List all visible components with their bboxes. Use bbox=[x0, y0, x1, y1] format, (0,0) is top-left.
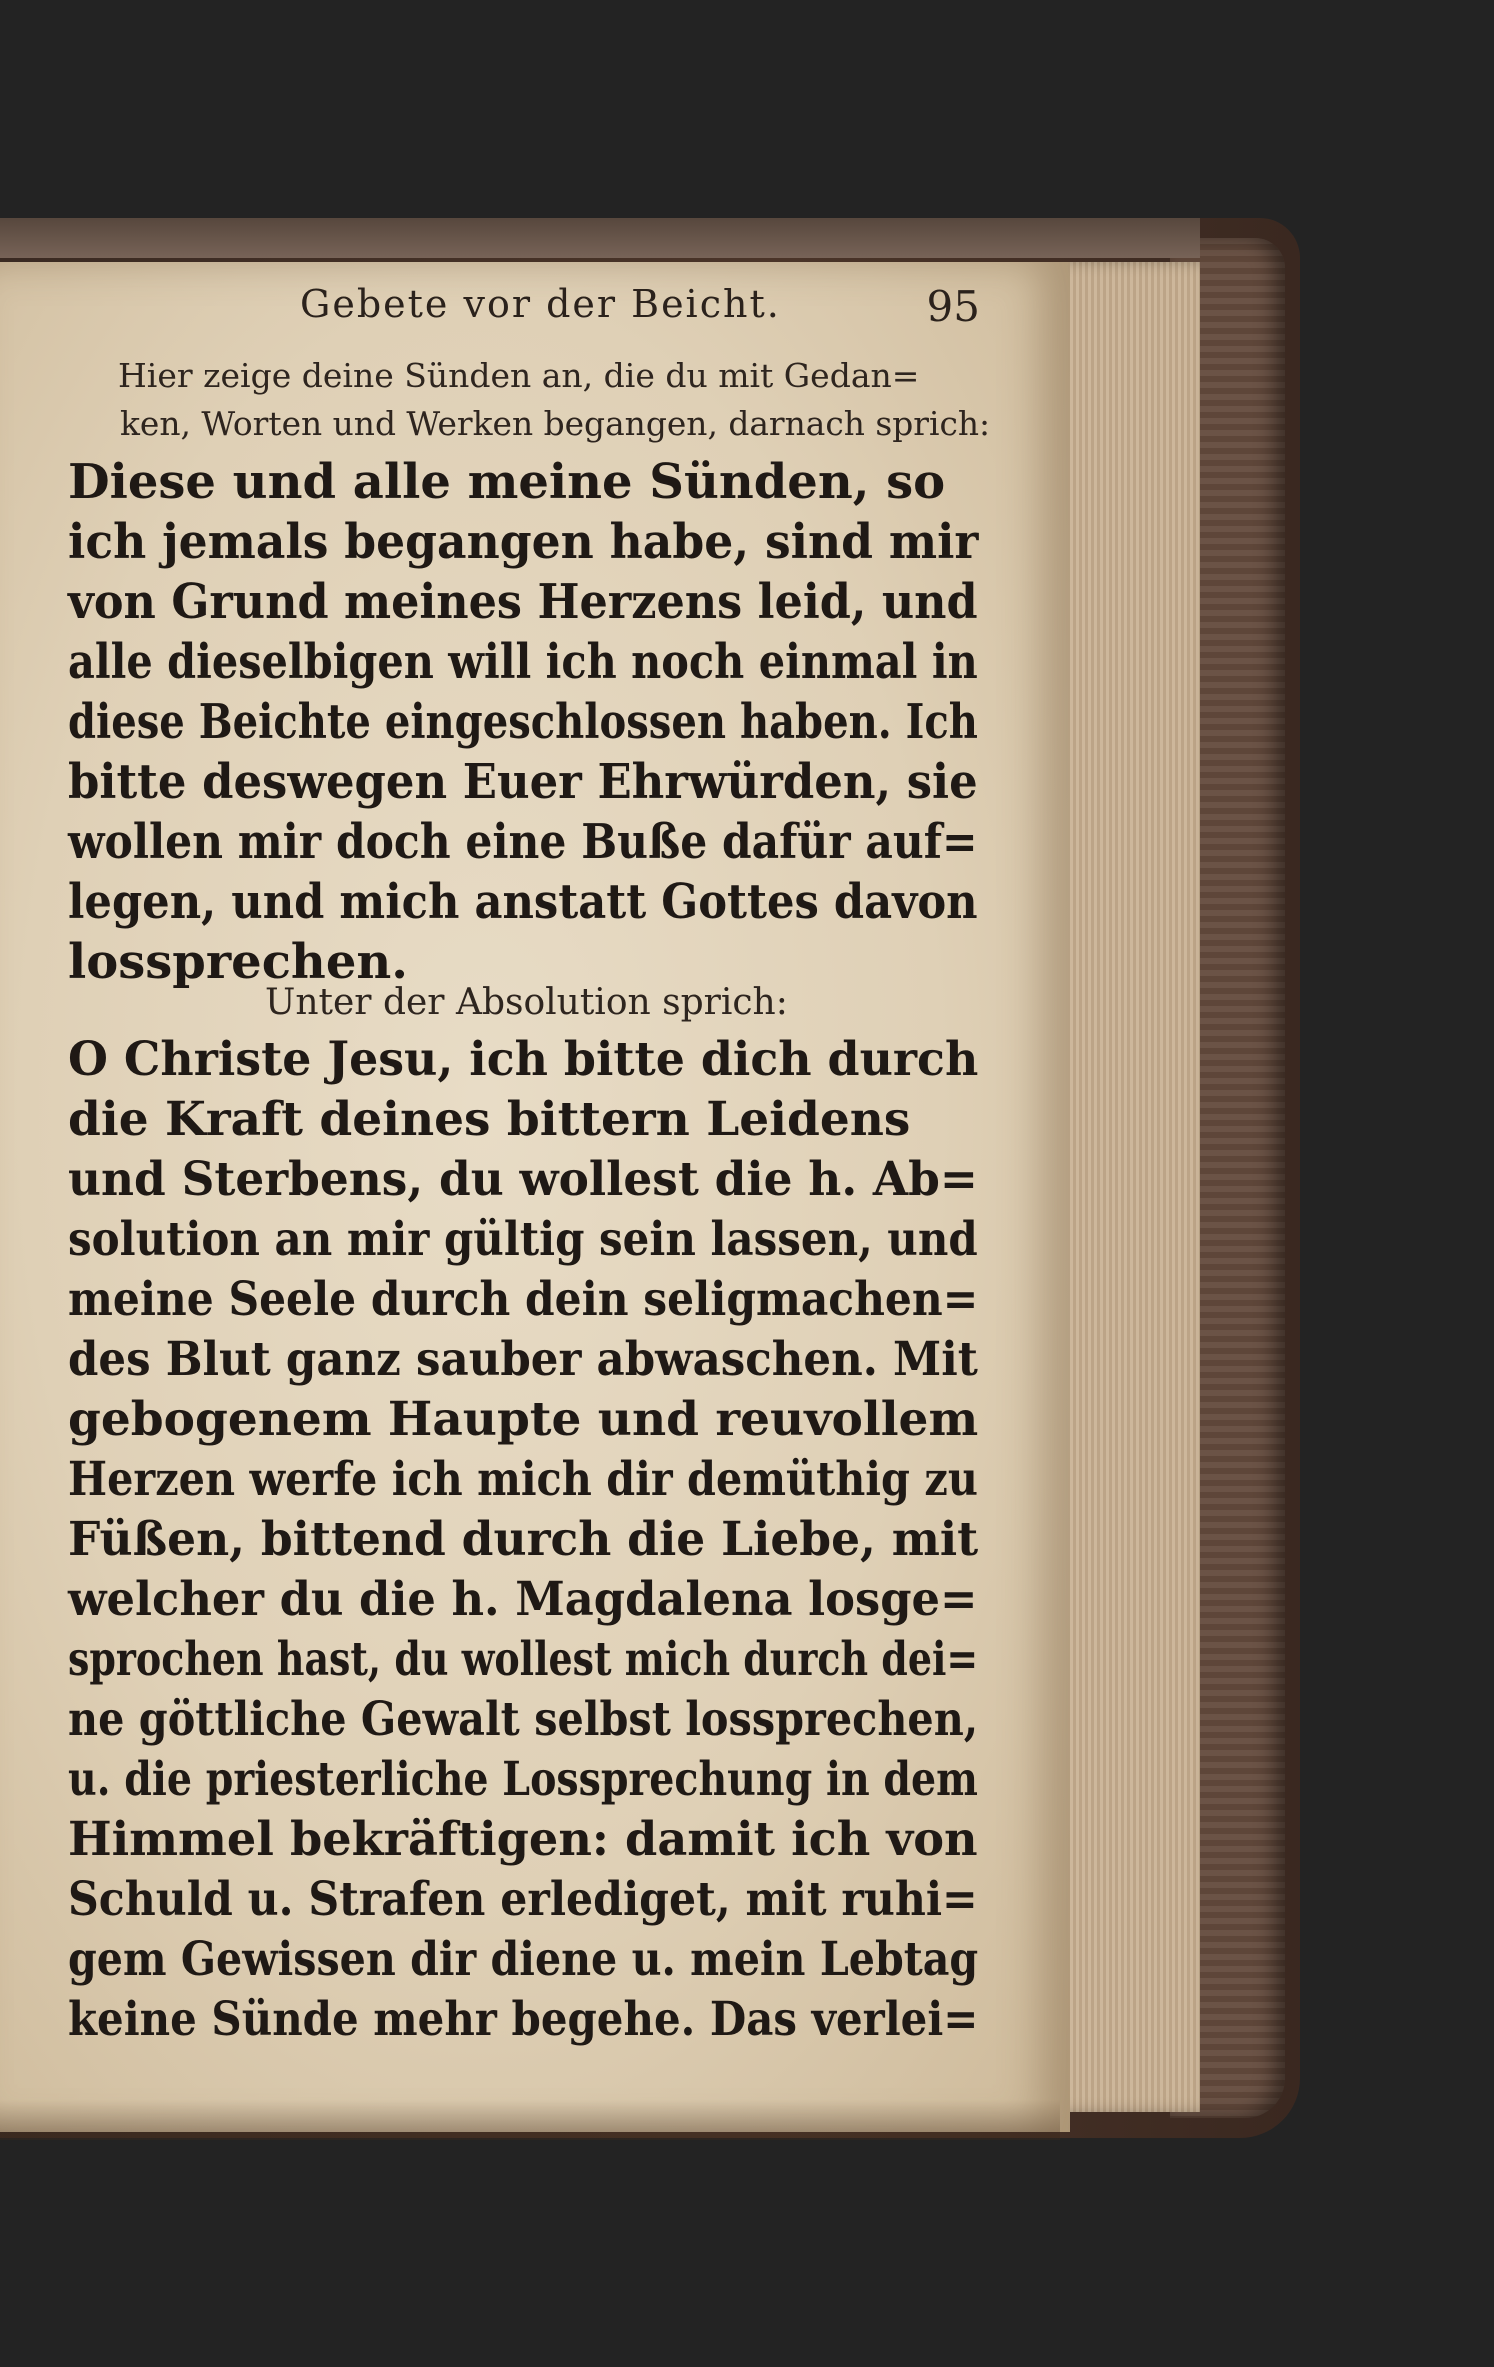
prayer-line: ich jemals begangen habe, sind mir bbox=[68, 514, 979, 570]
page-shadow bbox=[0, 2100, 1060, 2140]
prayer-line: keine Sünde mehr begehe. Das verlei= bbox=[68, 1992, 979, 2047]
prayer-line: solution an mir gültig sein lassen, und bbox=[68, 1212, 978, 1267]
prayer-line: gebogenem Haupte und reuvollem bbox=[68, 1392, 979, 1447]
prayer-line: O Christe Jesu, ich bitte dich durch bbox=[68, 1032, 979, 1087]
prayer-line: welcher du die h. Magdalena losge= bbox=[68, 1572, 978, 1627]
prayer-line: Himmel bekräftigen: damit ich von bbox=[68, 1812, 978, 1867]
rubric-instruction-2: Unter der Absolution sprich: bbox=[265, 982, 788, 1023]
prayer-line: des Blut ganz sauber abwaschen. Mit bbox=[68, 1332, 978, 1387]
prayer-line: Füßen, bittend durch die Liebe, mit bbox=[68, 1512, 979, 1567]
rubric-line: Hier zeige deine Sünden an, die du mit Gedan= bbox=[118, 356, 920, 395]
prayer-line: ne göttliche Gewalt selbst lossprechen, bbox=[68, 1692, 979, 1747]
prayer-line: und Sterbens, du wollest die h. Ab= bbox=[68, 1152, 978, 1207]
prayer-line: Herzen werfe ich mich dir demüthig zu bbox=[68, 1452, 978, 1507]
prayer-line: gem Gewissen dir diene u. mein Lebtag bbox=[68, 1932, 979, 1987]
page-number: 95 bbox=[926, 282, 980, 331]
rubric-line: ken, Worten und Werken begangen, darnach sprich: bbox=[119, 404, 991, 443]
prayer-line: diese Beichte eingeschlossen haben. Ich bbox=[68, 694, 978, 750]
prayer-confession bbox=[68, 452, 978, 992]
prayer-line: legen, und mich anstatt Gottes davon bbox=[68, 874, 978, 930]
running-head: Gebete vor der Beicht. bbox=[300, 282, 781, 326]
prayer-absolution bbox=[68, 1030, 978, 2050]
prayer-line: wollen mir doch eine Buße dafür auf= bbox=[68, 814, 978, 870]
prayer-line: alle dieselbigen will ich noch einmal in bbox=[68, 634, 978, 690]
prayer-line: bitte deswegen Euer Ehrwürden, sie bbox=[68, 754, 978, 810]
prayer-line: sprochen hast, du wollest mich durch dei= bbox=[68, 1632, 979, 1687]
prayer-line: meine Seele durch dein seligmachen= bbox=[68, 1272, 979, 1327]
rubric-instruction-1 bbox=[118, 352, 991, 448]
prayer-line: Schuld u. Strafen erlediget, mit ruhi= bbox=[68, 1872, 978, 1927]
prayer-line: von Grund meines Herzens leid, und bbox=[68, 574, 978, 630]
prayer-line: lossprechen. bbox=[68, 934, 408, 990]
page-header bbox=[300, 282, 980, 332]
prayer-line: u. die priesterliche Lossprechung in dem bbox=[68, 1752, 978, 1807]
prayer-line: die Kraft deines bittern Leidens bbox=[68, 1092, 911, 1147]
prayer-line: Diese und alle meine Sünden, so bbox=[68, 454, 946, 510]
book-top-edge bbox=[0, 218, 1200, 258]
